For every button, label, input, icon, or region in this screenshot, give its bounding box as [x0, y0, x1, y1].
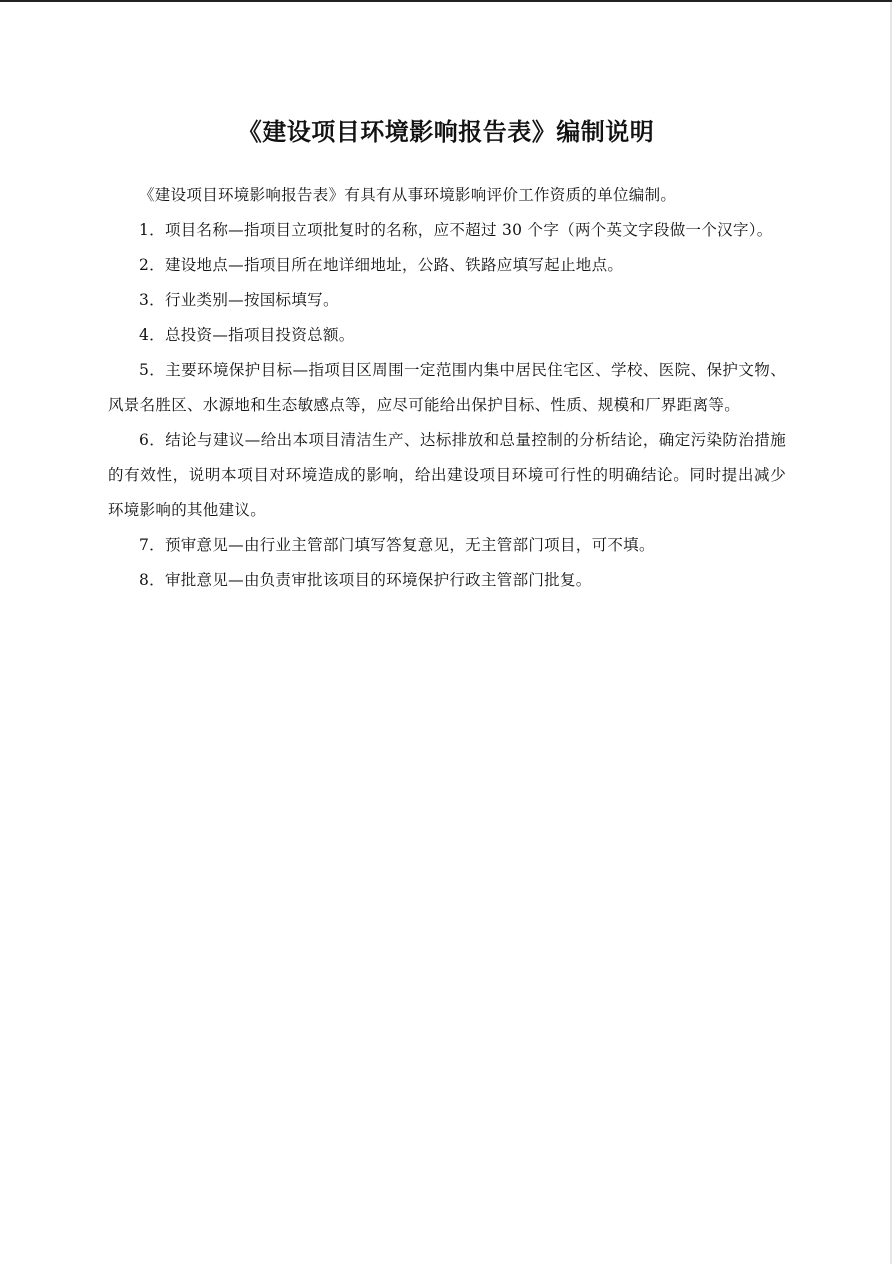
- item-conclusions: 6．结论与建议—给出本项目清洁生产、达标排放和总量控制的分析结论，确定污染防治措施的有效性，说明本项目对环境造成的影响，给出建设项目环境可行性的明确结论。同时提出减少环境影响的其他建议。: [108, 431, 786, 519]
- intro-paragraph: 《建设项目环境影响报告表》有具有从事环境影响评价工作资质的单位编制。: [139, 186, 677, 204]
- item-construction-site: 2．建设地点—指项目所在地详细地址，公路、铁路应填写起止地点。: [139, 256, 624, 274]
- page-title: 《建设项目环境影响报告表》编制说明: [237, 118, 655, 146]
- item-project-name: 1．项目名称—指项目立项批复时的名称，应不超过 30 个字（两个英文字段做一个汉字）。: [139, 221, 773, 239]
- item-total-investment: 4．总投资—指项目投资总额。: [139, 326, 355, 344]
- document-body: [108, 178, 786, 598]
- item-preliminary-review: 7．预审意见—由行业主管部门填写答复意见，无主管部门项目，可不填。: [139, 536, 655, 554]
- item-industry-category: 3．行业类别—按国标填写。: [139, 291, 339, 309]
- item-approval-opinion: 8．审批意见—由负责审批该项目的环境保护行政主管部门批复。: [139, 571, 592, 589]
- item-protection-targets: 5．主要环境保护目标—指项目区周围一定范围内集中居民住宅区、学校、医院、保护文物、风景名胜区、水源地和生态敏感点等，应尽可能给出保护目标、性质、规模和厂界距离等。: [108, 361, 786, 414]
